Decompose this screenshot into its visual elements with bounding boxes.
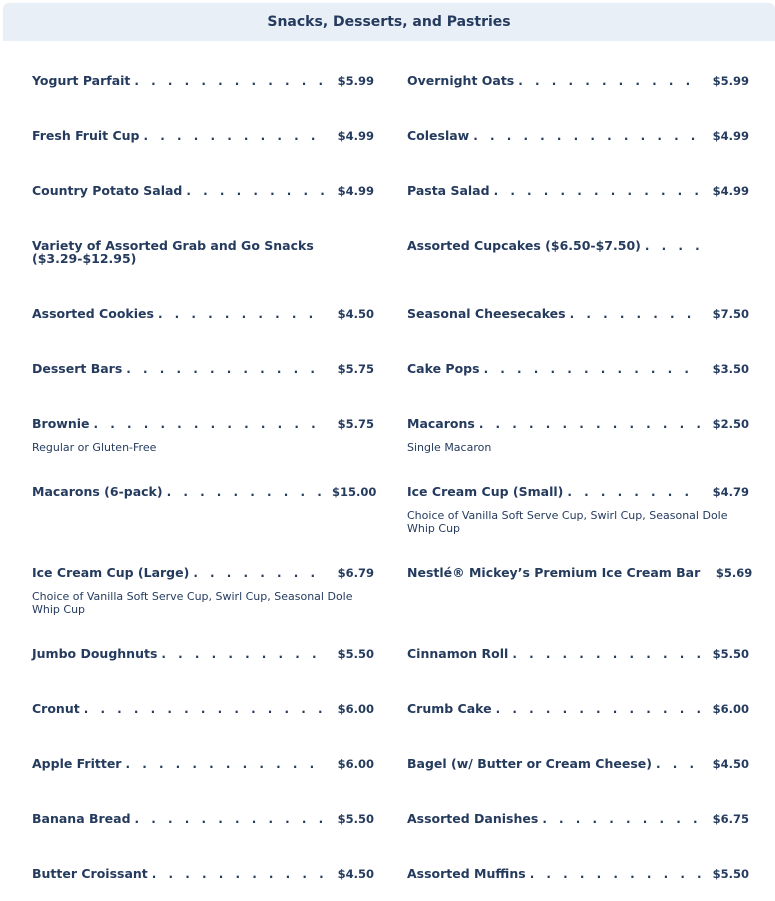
menu-item-macarons-6pack[interactable]: [32, 484, 377, 499]
dot-leader: [656, 757, 701, 771]
menu-item-country-potato-salad[interactable]: [32, 183, 374, 198]
menu-item-grab-and-go-snacks[interactable]: [32, 239, 374, 265]
item-price: $6.75: [712, 812, 749, 826]
dot-leader: [144, 129, 326, 143]
dot-leader: [125, 757, 326, 771]
item-name: Cake Pops: [407, 361, 480, 376]
item-price: $4.99: [712, 184, 749, 198]
menu-item-fresh-fruit-cup[interactable]: [32, 128, 374, 143]
menu-item-ice-cream-cup-large[interactable]: [32, 565, 374, 616]
dot-leader: [645, 239, 701, 253]
item-price: $7.50: [712, 307, 749, 321]
item-name: Jumbo Doughnuts: [32, 646, 158, 661]
item-description: Choice of Vanilla Soft Serve Cup, Swirl Cup, Seasonal Dole Whip Cup: [32, 590, 353, 616]
dot-leader: [134, 74, 326, 88]
item-name: Macarons (6-pack): [32, 484, 163, 499]
item-price: $5.69: [715, 566, 753, 580]
dot-leader: [530, 867, 701, 881]
item-name: Butter Croissant: [32, 866, 148, 881]
item-price: $4.99: [337, 129, 374, 143]
item-price: $5.50: [337, 647, 374, 661]
item-name: Seasonal Cheesecakes: [407, 306, 566, 321]
item-name: Fresh Fruit Cup: [32, 128, 140, 143]
menu-item-cake-pops[interactable]: [407, 361, 749, 376]
dot-leader: [193, 566, 326, 580]
item-price: $4.50: [712, 757, 749, 771]
item-name: Dessert Bars: [32, 361, 123, 376]
dot-leader: [161, 647, 326, 661]
menu-item-apple-fritter[interactable]: [32, 756, 374, 771]
menu-item-jumbo-doughnuts[interactable]: [32, 646, 374, 661]
item-name: Brownie: [32, 416, 90, 431]
item-name: Pasta Salad: [407, 183, 490, 198]
menu-item-pasta-salad[interactable]: [407, 183, 749, 198]
item-price: $6.00: [712, 702, 749, 716]
item-price: $5.99: [712, 74, 749, 88]
item-name: Apple Fritter: [32, 756, 122, 771]
dot-leader: [167, 485, 326, 499]
item-name: Cronut: [32, 701, 80, 716]
item-description: Single Macaron: [407, 441, 492, 454]
dot-leader: [84, 702, 326, 716]
menu-item-assorted-danishes[interactable]: [407, 811, 749, 826]
item-name: Yogurt Parfait: [32, 73, 131, 88]
menu-item-macarons[interactable]: [407, 416, 749, 454]
dot-leader: [542, 812, 701, 826]
item-name: Assorted Danishes: [407, 811, 539, 826]
item-price: $6.00: [337, 702, 374, 716]
item-name: Coleslaw: [407, 128, 470, 143]
item-name: Assorted Muffins: [407, 866, 526, 881]
dot-leader: [479, 417, 701, 431]
dot-leader: [567, 485, 701, 499]
item-price: $6.00: [337, 757, 374, 771]
item-price: $4.79: [712, 485, 749, 499]
dot-leader: [496, 702, 701, 716]
item-description: Regular or Gluten-Free: [32, 441, 157, 454]
menu-item-ice-cream-cup-small[interactable]: [407, 484, 749, 535]
item-price: $5.50: [712, 867, 749, 881]
item-price: $4.50: [337, 867, 374, 881]
dot-leader: [473, 129, 701, 143]
item-name: Ice Cream Cup (Small): [407, 484, 564, 499]
item-name: Country Potato Salad: [32, 183, 183, 198]
menu-item-cronut[interactable]: [32, 701, 374, 716]
item-name: Macarons: [407, 416, 475, 431]
menu-item-assorted-muffins[interactable]: [407, 866, 749, 881]
item-price: $6.79: [337, 566, 374, 580]
item-name: Crumb Cake: [407, 701, 492, 716]
menu-item-yogurt-parfait[interactable]: [32, 73, 374, 88]
dot-leader: [135, 812, 326, 826]
item-name: Bagel (w/ Butter or Cream Cheese): [407, 756, 652, 771]
item-description: Choice of Vanilla Soft Serve Cup, Swirl Cup, Seasonal Dole Whip Cup: [407, 509, 728, 535]
menu-item-banana-bread[interactable]: [32, 811, 374, 826]
item-price: $5.99: [337, 74, 374, 88]
dot-leader: [512, 647, 701, 661]
item-price: $5.50: [337, 812, 374, 826]
item-name: Assorted Cookies: [32, 306, 154, 321]
item-name: Ice Cream Cup (Large): [32, 565, 190, 580]
dot-leader: [152, 867, 326, 881]
item-price: $15.00: [332, 485, 377, 499]
menu-item-butter-croissant[interactable]: [32, 866, 374, 881]
item-price: $5.75: [337, 417, 374, 431]
item-name: Nestlé® Mickey’s Premium Ice Cream Bar: [407, 565, 701, 580]
menu-item-seasonal-cheesecakes[interactable]: [407, 306, 749, 321]
dot-leader: [570, 307, 701, 321]
item-price: $3.50: [712, 362, 749, 376]
menu-item-dessert-bars[interactable]: [32, 361, 374, 376]
item-price: $4.50: [337, 307, 374, 321]
dot-leader: [484, 362, 701, 376]
dot-leader: [94, 417, 327, 431]
dot-leader: [158, 307, 326, 321]
section-title: Snacks, Desserts, and Pastries: [267, 14, 511, 30]
menu-item-mickey-ice-cream-bar[interactable]: [407, 565, 753, 580]
dot-leader: [494, 184, 701, 198]
item-name: Cinnamon Roll: [407, 646, 509, 661]
item-price: $5.50: [712, 647, 749, 661]
menu-item-assorted-cupcakes[interactable]: [407, 238, 749, 253]
menu-item-cinnamon-roll[interactable]: [407, 646, 749, 661]
item-price: $2.50: [712, 417, 749, 431]
item-price: $5.75: [337, 362, 374, 376]
dot-leader: [186, 184, 326, 198]
dot-leader: [126, 362, 326, 376]
menu-item-crumb-cake[interactable]: [407, 701, 749, 716]
menu-item-bagel[interactable]: [407, 756, 749, 771]
menu-item-overnight-oats[interactable]: [407, 73, 749, 88]
item-name: Assorted Cupcakes ($6.50-$7.50): [407, 238, 641, 253]
item-price: $4.99: [337, 184, 374, 198]
menu-item-assorted-cookies[interactable]: [32, 306, 374, 321]
item-name: Banana Bread: [32, 811, 131, 826]
item-name: Overnight Oats: [407, 73, 515, 88]
dot-leader: [518, 74, 701, 88]
menu-item-coleslaw[interactable]: [407, 128, 749, 143]
item-name: Variety of Assorted Grab and Go Snacks ($3.29-$12.95): [32, 238, 314, 266]
menu-item-brownie[interactable]: [32, 416, 374, 454]
item-price: $4.99: [712, 129, 749, 143]
